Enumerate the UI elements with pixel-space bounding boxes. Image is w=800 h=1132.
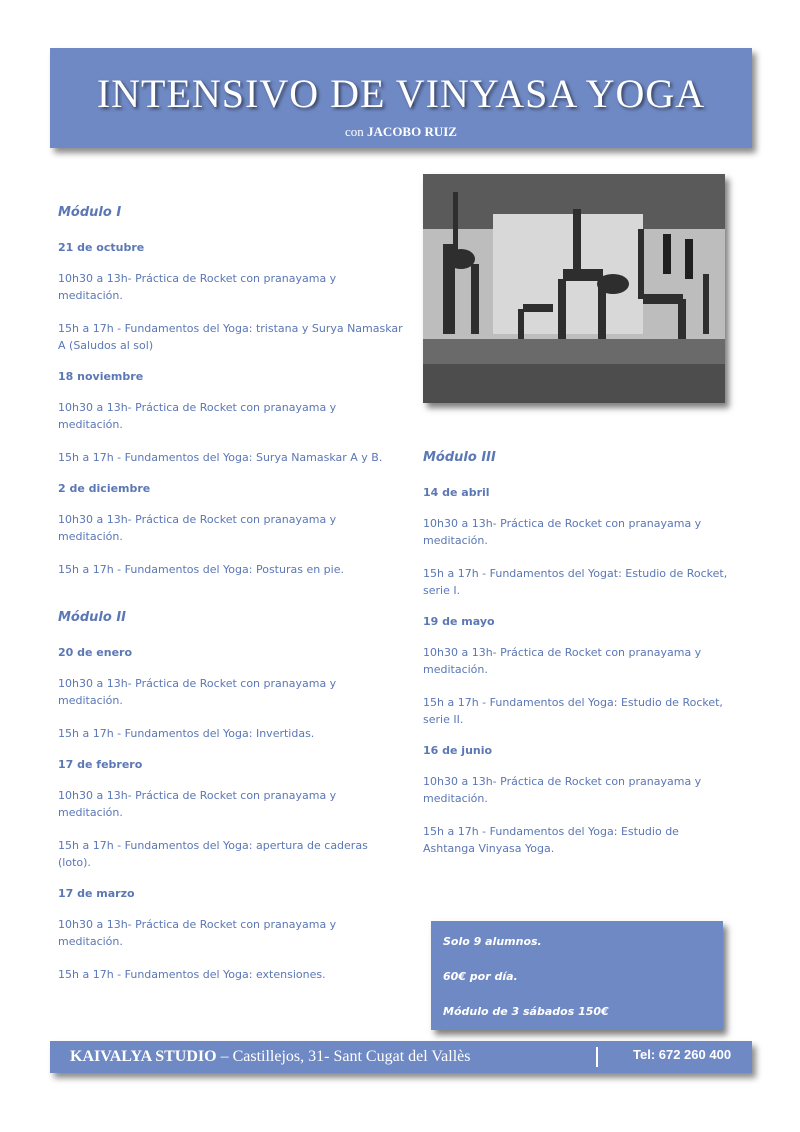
session-item: 15h a 17h - Fundamentos del Yoga: Posturas en pie. xyxy=(58,563,344,576)
session-item: 15h a 17h - Fundamentos del Yoga: Estudio de Ashtanga Vinyasa Yoga. xyxy=(423,825,679,855)
session-date: 21 de octubre xyxy=(58,241,145,254)
session-date: 18 noviembre xyxy=(58,370,144,383)
session-item: 10h30 a 13h- Práctica de Rocket con pranayama y meditación. xyxy=(58,513,337,543)
session-item: 15h a 17h - Fundamentos del Yoga: tristana y Surya Namaskar A (Saludos al sol) xyxy=(58,322,403,352)
studio-address xyxy=(70,1048,471,1066)
session-date: 14 de abril xyxy=(423,486,490,499)
instructor-name: JACOBO RUIZ xyxy=(367,124,457,139)
session-item: 15h a 17h - Fundamentos del Yoga: Invertidas. xyxy=(58,727,315,740)
session-item: 10h30 a 13h- Práctica de Rocket con pranayama y meditación. xyxy=(58,401,337,431)
phone-number: Tel: 672 260 400 xyxy=(633,1047,732,1062)
yoga-class-illustration xyxy=(423,174,725,403)
session-date: 2 de diciembre xyxy=(58,482,151,495)
session-item: 15h a 17h - Fundamentos del Yoga: apertura de caderas (loto). xyxy=(58,839,368,869)
session-date: 20 de enero xyxy=(58,646,133,659)
session-date: 17 de febrero xyxy=(58,758,143,771)
left-column xyxy=(58,205,403,999)
session-item: 10h30 a 13h- Práctica de Rocket con pranayama y meditación. xyxy=(423,517,702,547)
title-banner xyxy=(50,48,752,148)
session-item: 10h30 a 13h- Práctica de Rocket con pranayama y meditación. xyxy=(58,677,337,707)
subtitle-prefix: con xyxy=(345,124,364,139)
subtitle xyxy=(50,124,752,140)
session-item: 10h30 a 13h- Práctica de Rocket con pranayama y meditación. xyxy=(58,918,337,948)
studio-name: KAIVALYA STUDIO xyxy=(70,1048,217,1065)
session-item: 15h a 17h - Fundamentos del Yoga: extensiones. xyxy=(58,968,326,981)
module-2-title: Módulo II xyxy=(58,610,127,625)
address-text: – Castillejos, 31- Sant Cugat del Vallès xyxy=(216,1048,471,1065)
session-item: 15h a 17h - Fundamentos del Yoga: Estudio de Rocket, serie II. xyxy=(423,696,723,726)
session-item: 10h30 a 13h- Práctica de Rocket con pranayama y meditación. xyxy=(58,272,337,302)
module-3-title: Módulo III xyxy=(423,450,496,465)
session-date: 19 de mayo xyxy=(423,615,495,628)
module-1-title: Módulo I xyxy=(58,205,122,220)
session-item: 10h30 a 13h- Práctica de Rocket con pranayama y meditación. xyxy=(58,789,337,819)
session-item: 10h30 a 13h- Práctica de Rocket con pranayama y meditación. xyxy=(423,646,702,676)
yoga-class-photo xyxy=(423,174,725,403)
students-limit: Solo 9 alumnos. xyxy=(443,935,542,948)
page-title: INTENSIVO DE VINYASA YOGA xyxy=(96,71,706,116)
session-item: 10h30 a 13h- Práctica de Rocket con pranayama y meditación. xyxy=(423,775,702,805)
session-item: 15h a 17h - Fundamentos del Yogat: Estudio de Rocket, serie I. xyxy=(423,567,728,597)
session-date: 17 de marzo xyxy=(58,887,135,900)
price-per-day: 60€ por día. xyxy=(443,970,518,983)
right-column xyxy=(423,450,728,873)
pricing-box xyxy=(431,921,723,1030)
module-price: Módulo de 3 sábados 150€ xyxy=(443,1005,609,1018)
session-date: 16 de junio xyxy=(423,744,493,757)
footer-bar xyxy=(50,1041,752,1073)
session-item: 15h a 17h - Fundamentos del Yoga: Surya Namaskar A y B. xyxy=(58,451,383,464)
footer-divider xyxy=(596,1047,598,1067)
